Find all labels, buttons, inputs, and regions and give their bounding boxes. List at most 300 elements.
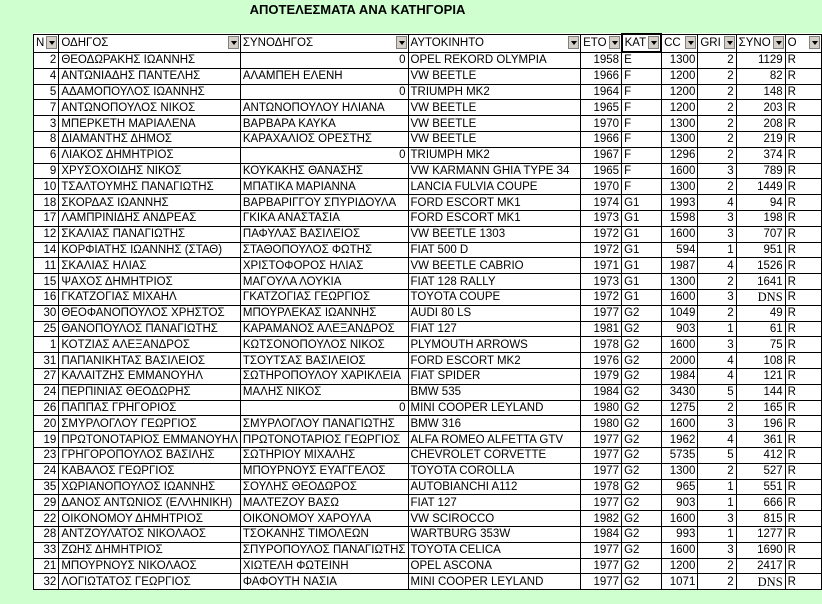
- cell-group[interactable]: 1: [698, 526, 736, 542]
- cell-n[interactable]: 8: [34, 131, 59, 147]
- cell-car[interactable]: FIAT 127: [408, 495, 581, 511]
- column-header-total[interactable]: ΣΥΝΟ: [736, 34, 785, 52]
- cell-group[interactable]: 2: [698, 463, 736, 479]
- cell-n[interactable]: 22: [34, 511, 59, 527]
- cell-year[interactable]: 1977: [581, 447, 622, 463]
- cell-o[interactable]: R: [785, 131, 821, 147]
- cell-driver[interactable]: ΛΙΑΚΟΣ ΔΗΜΗΤΡΙΟΣ: [59, 147, 241, 163]
- cell-car[interactable]: FIAT 128 RALLY: [408, 274, 581, 290]
- cell-group[interactable]: 5: [698, 384, 736, 400]
- cell-n[interactable]: 25: [34, 321, 59, 337]
- filter-dropdown-icon[interactable]: [46, 36, 57, 49]
- cell-year[interactable]: 1966: [581, 131, 622, 147]
- filter-dropdown-icon[interactable]: [809, 36, 820, 49]
- cell-group[interactable]: 4: [698, 258, 736, 274]
- cell-o[interactable]: R: [785, 368, 821, 384]
- cell-category[interactable]: F: [622, 100, 662, 116]
- cell-year[interactable]: 1980: [581, 400, 622, 416]
- cell-group[interactable]: 2: [698, 274, 736, 290]
- cell-total[interactable]: 82: [736, 68, 785, 84]
- cell-car[interactable]: VW SCIROCCO: [408, 511, 581, 527]
- cell-codriver[interactable]: ΣΟΥΛΗΣ ΘΕΟΔΩΡΟΣ: [240, 479, 408, 495]
- cell-o[interactable]: R: [785, 195, 821, 211]
- cell-car[interactable]: TRIUMPH MK2: [408, 84, 581, 100]
- cell-codriver[interactable]: 0: [240, 400, 408, 416]
- cell-cc[interactable]: 1200: [661, 100, 698, 116]
- cell-cc[interactable]: 1300: [661, 463, 698, 479]
- cell-n[interactable]: 5: [34, 84, 59, 100]
- cell-category[interactable]: G1: [622, 242, 662, 258]
- cell-car[interactable]: FIAT SPIDER: [408, 368, 581, 384]
- cell-driver[interactable]: ΚΑΛΑΙΤΖΗΣ ΕΜΜΑΝΟΥΗΛ: [59, 368, 241, 384]
- cell-category[interactable]: G2: [622, 368, 662, 384]
- cell-cc[interactable]: 594: [661, 242, 698, 258]
- cell-total[interactable]: 219: [736, 131, 785, 147]
- cell-total[interactable]: DNS: [736, 574, 785, 590]
- cell-codriver[interactable]: ΓΚΙΚΑ ΑΝΑΣΤΑΣΙΑ: [240, 210, 408, 226]
- filter-dropdown-icon[interactable]: [568, 36, 579, 49]
- cell-n[interactable]: 4: [34, 68, 59, 84]
- cell-o[interactable]: R: [785, 258, 821, 274]
- cell-year[interactable]: 1972: [581, 226, 622, 242]
- cell-total[interactable]: 165: [736, 400, 785, 416]
- cell-year[interactable]: 1981: [581, 321, 622, 337]
- cell-group[interactable]: 4: [698, 353, 736, 369]
- cell-total[interactable]: 1526: [736, 258, 785, 274]
- cell-category[interactable]: G2: [622, 526, 662, 542]
- cell-cc[interactable]: 1962: [661, 432, 698, 448]
- cell-group[interactable]: 3: [698, 163, 736, 179]
- cell-category[interactable]: G1: [622, 210, 662, 226]
- column-header-group[interactable]: GRI: [698, 34, 736, 52]
- cell-o[interactable]: R: [785, 353, 821, 369]
- cell-codriver[interactable]: 0: [240, 52, 408, 68]
- cell-driver[interactable]: ΑΝΤΩΝΟΠΟΥΛΟΣ ΝΙΚΟΣ: [59, 100, 241, 116]
- cell-category[interactable]: G1: [622, 195, 662, 211]
- cell-group[interactable]: 2: [698, 131, 736, 147]
- cell-driver[interactable]: ΘΕΟΦΑΝΟΠΟΥΛΟΣ ΧΡΗΣΤΟΣ: [59, 305, 241, 321]
- cell-cc[interactable]: 1300: [661, 131, 698, 147]
- cell-cc[interactable]: 1600: [661, 226, 698, 242]
- cell-o[interactable]: R: [785, 100, 821, 116]
- cell-category[interactable]: G2: [622, 337, 662, 353]
- cell-n[interactable]: 23: [34, 447, 59, 463]
- cell-year[interactable]: 1965: [581, 163, 622, 179]
- cell-category[interactable]: G2: [622, 353, 662, 369]
- cell-total[interactable]: 1641: [736, 274, 785, 290]
- cell-total[interactable]: 1690: [736, 542, 785, 558]
- cell-year[interactable]: 1976: [581, 353, 622, 369]
- cell-o[interactable]: R: [785, 463, 821, 479]
- cell-cc[interactable]: 1049: [661, 305, 698, 321]
- cell-n[interactable]: 32: [34, 574, 59, 590]
- cell-group[interactable]: 3: [698, 416, 736, 432]
- cell-cc[interactable]: 993: [661, 526, 698, 542]
- cell-cc[interactable]: 1200: [661, 558, 698, 574]
- cell-category[interactable]: G2: [622, 511, 662, 527]
- cell-group[interactable]: 5: [698, 447, 736, 463]
- cell-n[interactable]: 11: [34, 258, 59, 274]
- cell-cc[interactable]: 1300: [661, 116, 698, 132]
- cell-n[interactable]: 3: [34, 116, 59, 132]
- cell-car[interactable]: FORD ESCORT MK1: [408, 195, 581, 211]
- cell-cc[interactable]: 5735: [661, 447, 698, 463]
- cell-category[interactable]: G1: [622, 274, 662, 290]
- cell-o[interactable]: R: [785, 384, 821, 400]
- cell-category[interactable]: G2: [622, 558, 662, 574]
- cell-driver[interactable]: ΠΑΠΑΝΙΚΗΤΑΣ ΒΑΣΙΛΕΙΟΣ: [59, 353, 241, 369]
- cell-group[interactable]: 2: [698, 305, 736, 321]
- cell-n[interactable]: 12: [34, 226, 59, 242]
- cell-cc[interactable]: 1600: [661, 542, 698, 558]
- cell-car[interactable]: VW KARMANN GHIA TYPE 34: [408, 163, 581, 179]
- cell-year[interactable]: 1979: [581, 368, 622, 384]
- cell-n[interactable]: 9: [34, 163, 59, 179]
- cell-group[interactable]: 3: [698, 226, 736, 242]
- cell-car[interactable]: WARTBURG 353W: [408, 526, 581, 542]
- cell-year[interactable]: 1964: [581, 84, 622, 100]
- cell-total[interactable]: 144: [736, 384, 785, 400]
- cell-codriver[interactable]: ΣΤΑΘΟΠΟΥΛΟΣ ΦΩΤΗΣ: [240, 242, 408, 258]
- cell-o[interactable]: R: [785, 210, 821, 226]
- cell-year[interactable]: 1984: [581, 384, 622, 400]
- cell-cc[interactable]: 1300: [661, 52, 698, 68]
- cell-n[interactable]: 27: [34, 368, 59, 384]
- cell-category[interactable]: G2: [622, 542, 662, 558]
- cell-n[interactable]: 26: [34, 400, 59, 416]
- cell-car[interactable]: TOYOTA COUPE: [408, 289, 581, 305]
- cell-total[interactable]: 148: [736, 84, 785, 100]
- cell-total[interactable]: 1277: [736, 526, 785, 542]
- cell-cc[interactable]: 1300: [661, 179, 698, 195]
- cell-category[interactable]: G2: [622, 463, 662, 479]
- cell-n[interactable]: 2: [34, 52, 59, 68]
- cell-n[interactable]: 1: [34, 337, 59, 353]
- cell-o[interactable]: R: [785, 305, 821, 321]
- cell-car[interactable]: VW BEETLE: [408, 131, 581, 147]
- cell-o[interactable]: R: [785, 274, 821, 290]
- cell-o[interactable]: R: [785, 479, 821, 495]
- cell-total[interactable]: 198: [736, 210, 785, 226]
- cell-cc[interactable]: 2000: [661, 353, 698, 369]
- cell-codriver[interactable]: ΧΙΩΤΕΛΗ ΦΩΤΕΙΝΗ: [240, 558, 408, 574]
- filter-dropdown-icon[interactable]: [609, 36, 620, 49]
- cell-cc[interactable]: 903: [661, 321, 698, 337]
- cell-year[interactable]: 1973: [581, 274, 622, 290]
- cell-driver[interactable]: ΠΕΡΠΙΝΙΑΣ ΘΕΟΔΩΡΗΣ: [59, 384, 241, 400]
- cell-o[interactable]: R: [785, 495, 821, 511]
- cell-car[interactable]: CHEVROLET CORVETTE: [408, 447, 581, 463]
- cell-total[interactable]: 666: [736, 495, 785, 511]
- cell-n[interactable]: 19: [34, 432, 59, 448]
- cell-o[interactable]: R: [785, 163, 821, 179]
- cell-driver[interactable]: ΛΑΜΠΡΙΝΙΔΗΣ ΑΝΔΡΕΑΣ: [59, 210, 241, 226]
- cell-total[interactable]: 1129: [736, 52, 785, 68]
- cell-car[interactable]: FIAT 127: [408, 321, 581, 337]
- cell-o[interactable]: R: [785, 242, 821, 258]
- cell-codriver[interactable]: ΠΡΩΤΟΝΟΤΑΡΙΟΣ ΓΕΩΡΓΙΟΣ: [240, 432, 408, 448]
- cell-driver[interactable]: ΣΚΟΡΔΑΣ ΙΩΑΝΝΗΣ: [59, 195, 241, 211]
- cell-car[interactable]: AUDI 80 LS: [408, 305, 581, 321]
- cell-year[interactable]: 1978: [581, 337, 622, 353]
- cell-driver[interactable]: ΠΑΠΠΑΣ ΓΡΗΓΟΡΙΟΣ: [59, 400, 241, 416]
- cell-group[interactable]: 2: [698, 68, 736, 84]
- cell-o[interactable]: R: [785, 226, 821, 242]
- cell-group[interactable]: 4: [698, 368, 736, 384]
- cell-category[interactable]: G2: [622, 495, 662, 511]
- cell-total[interactable]: 108: [736, 353, 785, 369]
- cell-codriver[interactable]: ΦΑΦΟΥΤΗ ΝΑΣΙΑ: [240, 574, 408, 590]
- cell-n[interactable]: 17: [34, 210, 59, 226]
- cell-driver[interactable]: ΔΑΝΟΣ ΑΝΤΩΝΙΟΣ (ΕΛΛΗΝΙΚΗ): [59, 495, 241, 511]
- cell-n[interactable]: 33: [34, 542, 59, 558]
- cell-codriver[interactable]: ΣΩΤΗΡΟΠΟΥΛΟΥ ΧΑΡΙΚΛΕΙΑ: [240, 368, 408, 384]
- cell-driver[interactable]: ΧΡΥΣΟΧΟΙΔΗΣ ΝΙΚΟΣ: [59, 163, 241, 179]
- cell-cc[interactable]: 1296: [661, 147, 698, 163]
- cell-category[interactable]: G2: [622, 432, 662, 448]
- cell-codriver[interactable]: 0: [240, 147, 408, 163]
- cell-o[interactable]: R: [785, 116, 821, 132]
- cell-cc[interactable]: 965: [661, 479, 698, 495]
- cell-car[interactable]: AUTOBIANCHI A112: [408, 479, 581, 495]
- cell-car[interactable]: ALFA ROMEO ALFETTA GTV: [408, 432, 581, 448]
- cell-year[interactable]: 1980: [581, 416, 622, 432]
- cell-year[interactable]: 1971: [581, 258, 622, 274]
- cell-cc[interactable]: 1993: [661, 195, 698, 211]
- cell-year[interactable]: 1977: [581, 495, 622, 511]
- cell-codriver[interactable]: ΜΑΓΟΥΛΑ ΛΟΥΚΙΑ: [240, 274, 408, 290]
- cell-category[interactable]: G2: [622, 479, 662, 495]
- cell-total[interactable]: 707: [736, 226, 785, 242]
- cell-cc[interactable]: 1600: [661, 416, 698, 432]
- column-header-year[interactable]: ΕΤΟ: [581, 34, 622, 52]
- cell-category[interactable]: G2: [622, 574, 662, 590]
- cell-car[interactable]: VW BEETLE: [408, 116, 581, 132]
- cell-o[interactable]: R: [785, 147, 821, 163]
- cell-category[interactable]: G2: [622, 447, 662, 463]
- cell-cc[interactable]: 1275: [661, 400, 698, 416]
- cell-n[interactable]: 7: [34, 100, 59, 116]
- cell-car[interactable]: VW BEETLE CABRIO: [408, 258, 581, 274]
- cell-category[interactable]: G2: [622, 321, 662, 337]
- cell-car[interactable]: TOYOTA CELICA: [408, 542, 581, 558]
- cell-category[interactable]: G2: [622, 305, 662, 321]
- cell-driver[interactable]: ΑΔΑΜΟΠΟΥΛΟΣ ΙΩΑΝΝΗΣ: [59, 84, 241, 100]
- cell-codriver[interactable]: ΣΠΥΡΟΠΟΥΛΟΣ ΠΑΝΑΓΙΩΤΗΣ: [240, 542, 408, 558]
- cell-group[interactable]: 1: [698, 242, 736, 258]
- cell-codriver[interactable]: ΓΚΑΤΖΟΓΙΑΣ ΓΕΩΡΓΙΟΣ: [240, 289, 408, 305]
- cell-group[interactable]: 4: [698, 195, 736, 211]
- cell-category[interactable]: F: [622, 68, 662, 84]
- filter-dropdown-icon[interactable]: [685, 36, 696, 49]
- cell-total[interactable]: 551: [736, 479, 785, 495]
- cell-year[interactable]: 1967: [581, 147, 622, 163]
- column-header-o[interactable]: O: [785, 34, 821, 52]
- cell-driver[interactable]: ΣΚΑΛΙΑΣ ΠΑΝΑΓΙΩΤΗΣ: [59, 226, 241, 242]
- filter-dropdown-icon[interactable]: [724, 36, 735, 49]
- cell-driver[interactable]: ΘΕΟΔΩΡΑΚΗΣ ΙΩΑΝΝΗΣ: [59, 52, 241, 68]
- cell-o[interactable]: R: [785, 542, 821, 558]
- cell-year[interactable]: 1984: [581, 526, 622, 542]
- cell-codriver[interactable]: ΤΣΟΥΤΣΑΣ ΒΑΣΙΛΕΙΟΣ: [240, 353, 408, 369]
- cell-n[interactable]: 35: [34, 479, 59, 495]
- cell-total[interactable]: 61: [736, 321, 785, 337]
- cell-group[interactable]: 2: [698, 558, 736, 574]
- cell-group[interactable]: 3: [698, 337, 736, 353]
- cell-total[interactable]: 412: [736, 447, 785, 463]
- cell-n[interactable]: 18: [34, 195, 59, 211]
- cell-car[interactable]: TOYOTA COROLLA: [408, 463, 581, 479]
- cell-car[interactable]: LANCIA FULVIA COUPE: [408, 179, 581, 195]
- cell-car[interactable]: OPEL ASCONA: [408, 558, 581, 574]
- cell-category[interactable]: F: [622, 179, 662, 195]
- cell-year[interactable]: 1973: [581, 210, 622, 226]
- cell-group[interactable]: 2: [698, 116, 736, 132]
- cell-group[interactable]: 3: [698, 511, 736, 527]
- cell-year[interactable]: 1977: [581, 574, 622, 590]
- cell-year[interactable]: 1972: [581, 242, 622, 258]
- cell-cc[interactable]: 1200: [661, 68, 698, 84]
- cell-codriver[interactable]: ΜΠΑΤΙΚΑ ΜΑΡΙΑΝΝΑ: [240, 179, 408, 195]
- cell-driver[interactable]: ΚΟΤΖΙΑΣ ΑΛΕΞΑΝΔΡΟΣ: [59, 337, 241, 353]
- cell-o[interactable]: R: [785, 289, 821, 305]
- cell-o[interactable]: R: [785, 52, 821, 68]
- cell-n[interactable]: 28: [34, 526, 59, 542]
- cell-category[interactable]: G2: [622, 384, 662, 400]
- cell-n[interactable]: 10: [34, 179, 59, 195]
- cell-codriver[interactable]: ΧΡΙΣΤΟΦΟΡΟΣ ΗΛΙΑΣ: [240, 258, 408, 274]
- cell-o[interactable]: R: [785, 432, 821, 448]
- cell-driver[interactable]: ΓΚΑΤΖΟΓΙΑΣ ΜΙΧΑΗΛ: [59, 289, 241, 305]
- cell-o[interactable]: R: [785, 511, 821, 527]
- cell-cc[interactable]: 903: [661, 495, 698, 511]
- cell-group[interactable]: 2: [698, 179, 736, 195]
- cell-year[interactable]: 1977: [581, 558, 622, 574]
- cell-category[interactable]: G2: [622, 400, 662, 416]
- filter-dropdown-icon[interactable]: [773, 36, 784, 49]
- cell-driver[interactable]: ΤΣΑΛΤΟΥΜΗΣ ΠΑΝΑΓΙΩΤΗΣ: [59, 179, 241, 195]
- cell-car[interactable]: BMW 535: [408, 384, 581, 400]
- column-header-category[interactable]: ΚΑΤ: [622, 34, 662, 52]
- cell-total[interactable]: 49: [736, 305, 785, 321]
- column-header-driver[interactable]: ΟΔΗΓΟΣ: [59, 34, 241, 52]
- cell-cc[interactable]: 1200: [661, 84, 698, 100]
- cell-codriver[interactable]: ΚΑΡΑΧΑΛΙΟΣ ΟΡΕΣΤΗΣ: [240, 131, 408, 147]
- cell-o[interactable]: R: [785, 337, 821, 353]
- cell-group[interactable]: 3: [698, 289, 736, 305]
- cell-year[interactable]: 1972: [581, 289, 622, 305]
- cell-total[interactable]: 1449: [736, 179, 785, 195]
- cell-cc[interactable]: 1071: [661, 574, 698, 590]
- cell-category[interactable]: G1: [622, 258, 662, 274]
- cell-total[interactable]: 527: [736, 463, 785, 479]
- cell-group[interactable]: 3: [698, 210, 736, 226]
- cell-n[interactable]: 16: [34, 289, 59, 305]
- cell-category[interactable]: F: [622, 131, 662, 147]
- cell-n[interactable]: 14: [34, 242, 59, 258]
- cell-car[interactable]: TRIUMPH MK2: [408, 147, 581, 163]
- cell-group[interactable]: 1: [698, 479, 736, 495]
- cell-driver[interactable]: ΜΠΕΡΚΕΤΗ ΜΑΡΙΑΛΕΝΑ: [59, 116, 241, 132]
- cell-category[interactable]: F: [622, 147, 662, 163]
- cell-codriver[interactable]: ΣΜΥΡΛΟΓΛΟΥ ΠΑΝΑΓΙΩΤΗΣ: [240, 416, 408, 432]
- cell-driver[interactable]: ΠΡΩΤΟΝΟΤΑΡΙΟΣ ΕΜΜΑΝΟΥΗΛ: [59, 432, 241, 448]
- cell-cc[interactable]: 1600: [661, 289, 698, 305]
- cell-o[interactable]: R: [785, 84, 821, 100]
- cell-category[interactable]: E: [622, 52, 662, 68]
- cell-driver[interactable]: ΚΑΒΑΛΟΣ ΓΕΩΡΓΙΟΣ: [59, 463, 241, 479]
- cell-driver[interactable]: ΛΟΓΙΩΤΑΤΟΣ ΓΕΩΡΓΙΟΣ: [59, 574, 241, 590]
- cell-codriver[interactable]: ΑΝΤΩΝΟΠΟΥΛΟΥ ΗΛΙΑΝΑ: [240, 100, 408, 116]
- cell-codriver[interactable]: ΣΩΤΗΡΙΟΥ ΜΙΧΑΛΗΣ: [240, 447, 408, 463]
- cell-cc[interactable]: 1300: [661, 274, 698, 290]
- cell-n[interactable]: 24: [34, 463, 59, 479]
- cell-total[interactable]: 121: [736, 368, 785, 384]
- cell-car[interactable]: FIAT 500 D: [408, 242, 581, 258]
- filter-dropdown-icon[interactable]: [648, 36, 659, 49]
- cell-n[interactable]: 30: [34, 305, 59, 321]
- cell-group[interactable]: 4: [698, 432, 736, 448]
- cell-driver[interactable]: ΚΟΡΦΙΑΤΗΣ ΙΩΑΝΝΗΣ (ΣΤΑΘ): [59, 242, 241, 258]
- cell-cc[interactable]: 3430: [661, 384, 698, 400]
- cell-o[interactable]: R: [785, 416, 821, 432]
- cell-total[interactable]: 75: [736, 337, 785, 353]
- cell-category[interactable]: G1: [622, 226, 662, 242]
- cell-group[interactable]: 1: [698, 321, 736, 337]
- cell-group[interactable]: 2: [698, 100, 736, 116]
- cell-year[interactable]: 1970: [581, 179, 622, 195]
- cell-year[interactable]: 1970: [581, 116, 622, 132]
- cell-o[interactable]: R: [785, 68, 821, 84]
- column-header-car[interactable]: ΑΥΤΟΚΙΝΗΤΟ: [408, 34, 581, 52]
- cell-cc[interactable]: 1598: [661, 210, 698, 226]
- cell-cc[interactable]: 1600: [661, 163, 698, 179]
- cell-o[interactable]: R: [785, 321, 821, 337]
- cell-category[interactable]: G2: [622, 416, 662, 432]
- cell-cc[interactable]: 1600: [661, 337, 698, 353]
- cell-car[interactable]: MINI COOPER LEYLAND: [408, 400, 581, 416]
- cell-cc[interactable]: 1984: [661, 368, 698, 384]
- cell-total[interactable]: 951: [736, 242, 785, 258]
- cell-year[interactable]: 1977: [581, 305, 622, 321]
- cell-o[interactable]: R: [785, 400, 821, 416]
- cell-driver[interactable]: ΑΝΤΖΟΥΛΑΤΟΣ ΝΙΚΟΛΑΟΣ: [59, 526, 241, 542]
- cell-year[interactable]: 1958: [581, 52, 622, 68]
- cell-driver[interactable]: ΓΡΗΓΟΡΟΠΟΥΛΟΣ ΒΑΣΙΛΗΣ: [59, 447, 241, 463]
- cell-o[interactable]: R: [785, 179, 821, 195]
- cell-n[interactable]: 29: [34, 495, 59, 511]
- cell-codriver[interactable]: ΜΠΟΥΡΝΟΥΣ ΕΥΑΓΓΕΛΟΣ: [240, 463, 408, 479]
- cell-n[interactable]: 24: [34, 384, 59, 400]
- cell-driver[interactable]: ΖΩΗΣ ΔΗΜΗΤΡΙΟΣ: [59, 542, 241, 558]
- cell-total[interactable]: 94: [736, 195, 785, 211]
- cell-year[interactable]: 1966: [581, 68, 622, 84]
- cell-codriver[interactable]: ΒΑΡΒΑΡΑ ΚΑΥΚΑ: [240, 116, 408, 132]
- cell-driver[interactable]: ΔΙΑΜΑΝΤΗΣ ΔΗΜΟΣ: [59, 131, 241, 147]
- cell-driver[interactable]: ΟΙΚΟΝΟΜΟΥ ΔΗΜΗΤΡΙΟΣ: [59, 511, 241, 527]
- cell-category[interactable]: G1: [622, 289, 662, 305]
- cell-group[interactable]: 2: [698, 52, 736, 68]
- cell-group[interactable]: 2: [698, 400, 736, 416]
- cell-group[interactable]: 3: [698, 542, 736, 558]
- cell-category[interactable]: F: [622, 116, 662, 132]
- cell-year[interactable]: 1977: [581, 463, 622, 479]
- cell-n[interactable]: 20: [34, 416, 59, 432]
- cell-car[interactable]: FORD ESCORT MK1: [408, 210, 581, 226]
- cell-group[interactable]: 2: [698, 84, 736, 100]
- cell-total[interactable]: 374: [736, 147, 785, 163]
- cell-codriver[interactable]: ΤΣΟΚΑΝΗΣ ΤΙΜΟΛΕΩΝ: [240, 526, 408, 542]
